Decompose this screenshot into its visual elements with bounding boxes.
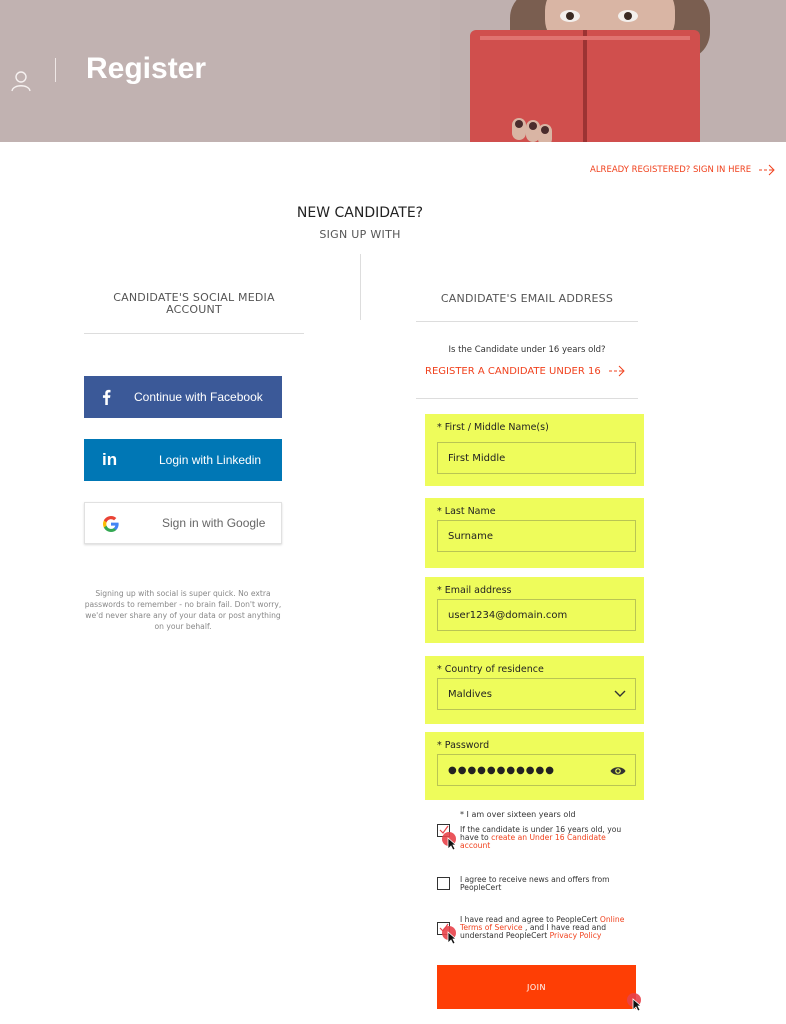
password-group bbox=[425, 732, 644, 800]
email-input[interactable]: user1234@domain.com bbox=[437, 599, 636, 631]
country-group bbox=[425, 656, 644, 724]
cursor-indicator bbox=[442, 832, 464, 854]
join-button[interactable]: JOIN bbox=[437, 965, 636, 1009]
terms-text-1: I have read and agree to PeopleCert bbox=[460, 915, 598, 924]
mouse-pointer-icon bbox=[447, 837, 457, 851]
sign-up-with-subtitle: SIGN UP WITH bbox=[319, 228, 401, 241]
register-under16-label: REGISTER A CANDIDATE UNDER 16 bbox=[425, 365, 601, 377]
terms-text-2: , and I have read and understand PeopleCert bbox=[460, 923, 607, 940]
social-heading-line2: ACCOUNT bbox=[166, 303, 222, 316]
news-checkbox[interactable] bbox=[437, 877, 450, 890]
last-name-group bbox=[425, 498, 644, 568]
chevron-down-icon bbox=[613, 688, 627, 700]
under16-rule bbox=[416, 398, 638, 399]
register-under16-link[interactable] bbox=[425, 365, 625, 377]
cursor-indicator bbox=[442, 926, 464, 948]
terms-of-service-link[interactable]: Online Terms of Service bbox=[460, 915, 625, 932]
first-name-label: * First / Middle Name(s) bbox=[437, 422, 549, 433]
mouse-pointer-icon bbox=[447, 931, 457, 945]
mouse-pointer-icon bbox=[632, 998, 642, 1012]
facebook-button-label: Continue with Facebook bbox=[134, 390, 263, 404]
privacy-policy-link[interactable]: Privacy Policy bbox=[549, 931, 602, 940]
new-candidate-title: NEW CANDIDATE? bbox=[296, 205, 424, 221]
social-note: Signing up with social is super quick. No extra passwords to remember - no brain fail. Don't worry, we'd never share any of your data or post anything on your behalf. bbox=[84, 589, 282, 631]
email-heading: CANDIDATE'S EMAIL ADDRESS bbox=[440, 292, 614, 305]
google-button[interactable] bbox=[84, 502, 282, 544]
age-confirmation-title: * I am over sixteen years old bbox=[460, 810, 576, 819]
google-button-label: Sign in with Google bbox=[162, 516, 266, 530]
google-icon bbox=[103, 503, 119, 545]
show-password-eye-icon[interactable] bbox=[610, 765, 626, 777]
email-heading-rule bbox=[416, 321, 638, 322]
social-heading-line1: CANDIDATE'S SOCIAL MEDIA bbox=[113, 291, 275, 304]
under16-question: Is the Candidate under 16 years old? bbox=[448, 345, 606, 355]
linkedin-button[interactable] bbox=[84, 439, 282, 481]
facebook-icon bbox=[102, 376, 111, 418]
news-checkbox-text: I agree to receive news and offers from PeopleCert bbox=[460, 875, 610, 892]
age-text: If the candidate is under 16 years old, you have to bbox=[460, 825, 622, 842]
arrow-right-icon bbox=[759, 164, 775, 176]
social-heading bbox=[84, 292, 304, 316]
country-label: * Country of residence bbox=[437, 664, 544, 675]
last-name-label: * Last Name bbox=[437, 506, 496, 517]
country-select[interactable] bbox=[437, 678, 636, 710]
cursor-indicator bbox=[627, 993, 649, 1015]
first-name-group bbox=[425, 414, 644, 486]
terms-checkbox-text bbox=[460, 916, 638, 940]
age-checkbox-text bbox=[460, 826, 638, 850]
last-name-input[interactable]: Surname bbox=[437, 520, 636, 552]
header-divider bbox=[55, 58, 56, 82]
password-input[interactable] bbox=[437, 754, 636, 786]
user-icon bbox=[10, 70, 32, 92]
linkedin-icon: in bbox=[102, 450, 118, 469]
arrow-right-icon bbox=[609, 365, 625, 377]
linkedin-button-label: Login with Linkedin bbox=[159, 453, 262, 467]
facebook-button[interactable] bbox=[84, 376, 282, 418]
column-divider bbox=[360, 254, 361, 320]
email-label: * Email address bbox=[437, 585, 512, 596]
page-title: Register bbox=[86, 52, 207, 85]
header-banner bbox=[0, 0, 786, 142]
password-input-value: ●●●●●●●●●●● bbox=[448, 764, 555, 776]
create-under16-account-link[interactable]: create an Under 16 Candidate account bbox=[460, 833, 606, 850]
country-select-value: Maldives bbox=[448, 688, 492, 700]
sign-in-link-label: ALREADY REGISTERED? SIGN IN HERE bbox=[590, 165, 752, 175]
social-heading-rule bbox=[84, 333, 304, 334]
sign-in-link[interactable] bbox=[590, 164, 775, 176]
email-group bbox=[425, 577, 644, 643]
first-name-input[interactable]: First Middle bbox=[437, 442, 636, 474]
password-label: * Password bbox=[437, 740, 490, 751]
hero-photo bbox=[440, 0, 786, 142]
